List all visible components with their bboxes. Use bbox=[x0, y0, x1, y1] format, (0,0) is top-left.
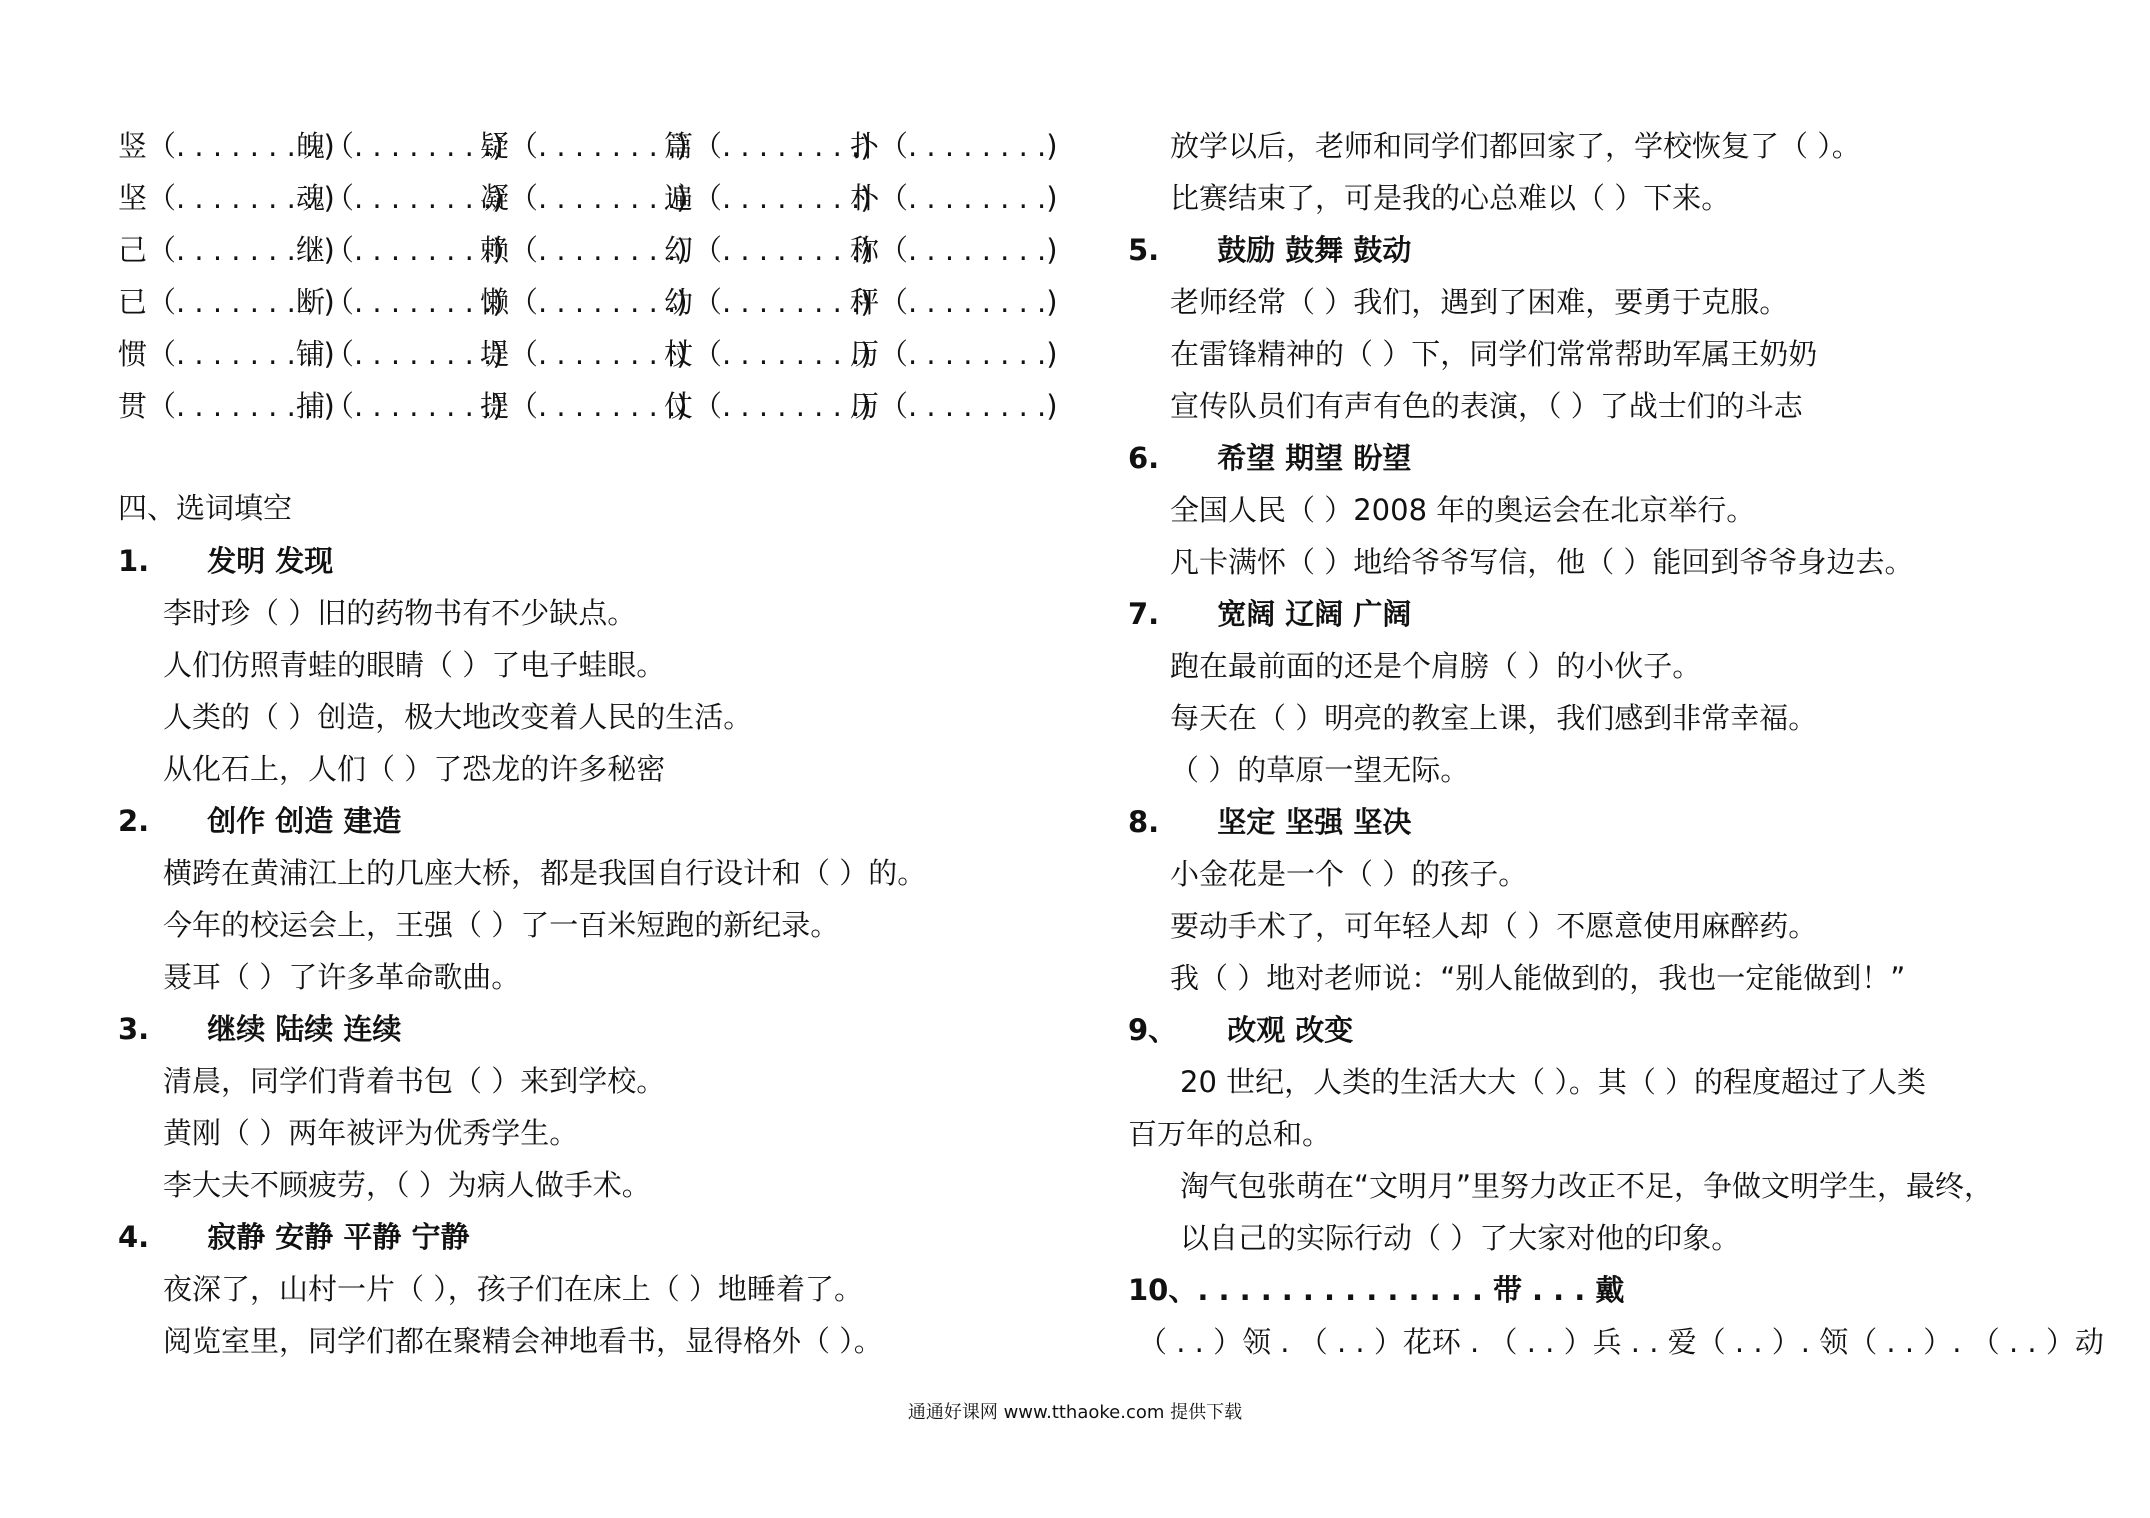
char-cell: 魂（. . . . . . . .) bbox=[296, 181, 504, 215]
question-number: 8. bbox=[1128, 805, 1160, 839]
section-title: 四、选词填空 bbox=[118, 491, 293, 525]
char-cell: 继（. . . . . . . .) bbox=[296, 233, 504, 267]
question-words: 发明 发现 bbox=[207, 544, 334, 578]
question-7-header bbox=[1128, 596, 1411, 632]
question-line: 我（ ）地对老师说：“别人能做到的，我也一定能做到！” bbox=[1170, 961, 1906, 995]
question-line: 老师经常（ ）我们，遇到了困难，要勇于克服。 bbox=[1170, 285, 1789, 319]
question-3-header bbox=[118, 1011, 401, 1047]
question-number: 2. bbox=[118, 804, 150, 838]
char-cell: 已（. . . . . . . . ) bbox=[118, 285, 335, 319]
char-table-row bbox=[118, 180, 1058, 216]
question-words: . . . . . . . . . . . . . . 带 . . . 戴 bbox=[1197, 1273, 1625, 1307]
question-words: 希望 期望 盼望 bbox=[1217, 441, 1412, 475]
question-line: 清晨，同学们背着书包（ ）来到学校。 bbox=[163, 1064, 666, 1098]
question-5-header bbox=[1128, 232, 1411, 268]
char-cell: 惯（. . . . . . . . ) bbox=[118, 337, 335, 371]
char-cell: 己（. . . . . . . . ) bbox=[118, 233, 335, 267]
question-number: 4. bbox=[118, 1220, 150, 1254]
question-number: 1. bbox=[118, 544, 150, 578]
question-words: 创作 创造 建造 bbox=[207, 804, 402, 838]
question-line: 以自己的实际行动（ ）了大家对他的印象。 bbox=[1180, 1221, 1741, 1255]
question-8-header bbox=[1128, 804, 1411, 840]
question-line: 凡卡满怀（ ）地给爷爷写信，他（ ）能回到爷爷身边去。 bbox=[1170, 545, 1914, 579]
question-line: 人们仿照青蛙的眼睛（ ）了电子蛙眼。 bbox=[163, 648, 666, 682]
question-line: 李时珍（ ）旧的药物书有不少缺点。 bbox=[163, 596, 637, 630]
question-number: 9、 bbox=[1128, 1013, 1178, 1047]
question-number: 7. bbox=[1128, 597, 1160, 631]
char-cell: 幼（. . . . . . . .) bbox=[664, 285, 872, 319]
question-line: 跑在最前面的还是个肩膀（ ）的小伙子。 bbox=[1170, 649, 1702, 683]
question-words: 宽阔 辽阔 广阔 bbox=[1217, 597, 1412, 631]
question-words: 坚定 坚强 坚决 bbox=[1217, 805, 1412, 839]
char-cell: 捕（. . . . . . . .) bbox=[296, 389, 504, 423]
question-line: 全国人民（ ）2008 年的奥运会在北京举行。 bbox=[1170, 493, 1756, 527]
char-cell: 遍（. . . . . . . .) bbox=[664, 181, 872, 215]
question-line: 小金花是一个（ ）的孩子。 bbox=[1170, 857, 1528, 891]
char-cell: 魄（. . . . . . . .) bbox=[296, 129, 504, 163]
question-line: 夜深了，山村一片（ ），孩子们在床上（ ）地睡着了。 bbox=[163, 1272, 863, 1306]
char-table-row bbox=[118, 284, 1058, 320]
question-line: 李大夫不顾疲劳，（ ）为病人做手术。 bbox=[163, 1168, 651, 1202]
char-table-row bbox=[118, 128, 1058, 164]
question-line: 黄刚（ ）两年被评为优秀学生。 bbox=[163, 1116, 579, 1150]
question-words: 鼓励 鼓舞 鼓动 bbox=[1217, 233, 1412, 267]
question-line: 在雷锋精神的（ ）下，同学们常常帮助军属王奶奶 bbox=[1170, 337, 1818, 371]
char-cell: 幻（. . . . . . . .) bbox=[664, 233, 872, 267]
page-footer: 通通好课网 www.tthaoke.com 提供下载 bbox=[907, 1402, 1243, 1423]
char-cell: 懒（. . . . . . . .) bbox=[480, 285, 688, 319]
question-line: 百万年的总和。 bbox=[1128, 1117, 1332, 1151]
question-number: 6. bbox=[1128, 441, 1160, 475]
question-6-header bbox=[1128, 440, 1411, 476]
question-number: 10、 bbox=[1128, 1273, 1198, 1307]
question-10-header bbox=[1128, 1272, 1624, 1308]
question-line: 阅览室里，同学们都在聚精会神地看书，显得格外（ ）。 bbox=[163, 1324, 883, 1358]
question-words: 改观 改变 bbox=[1227, 1013, 1354, 1047]
char-cell: 历（. . . . . . . .) bbox=[850, 389, 1058, 423]
char-cell: 秤（. . . . . . . .) bbox=[850, 285, 1058, 319]
question-line: 横跨在黄浦江上的几座大桥，都是我国自行设计和（ ）的。 bbox=[163, 856, 927, 890]
char-cell: 竖（. . . . . . . . ) bbox=[118, 129, 335, 163]
char-table-row bbox=[118, 336, 1058, 372]
question-2-header bbox=[118, 803, 401, 839]
char-cell: 朴（. . . . . . . .) bbox=[850, 181, 1058, 215]
question-1-header bbox=[118, 543, 333, 579]
question-line: 今年的校运会上，王强（ ）了一百米短跑的新纪录。 bbox=[163, 908, 840, 942]
question-number: 5. bbox=[1128, 233, 1160, 267]
char-cell: 篇（. . . . . . . .) bbox=[664, 129, 872, 163]
question-words: 寂静 安静 平静 宁静 bbox=[207, 1220, 470, 1254]
char-cell: 称（. . . . . . . .) bbox=[850, 233, 1058, 267]
question-line: 聂耳（ ）了许多革命歌曲。 bbox=[163, 960, 521, 994]
question-line: 要动手术了，可年轻人却（ ）不愿意使用麻醉药。 bbox=[1170, 909, 1818, 943]
question-line: 比赛结束了，可是我的心总难以（ ）下来。 bbox=[1170, 181, 1731, 215]
question-9-header bbox=[1128, 1012, 1353, 1048]
char-cell: 铺（. . . . . . . .) bbox=[296, 337, 504, 371]
char-cell: 杖（. . . . . . . .) bbox=[664, 337, 872, 371]
question-line: 每天在（ ）明亮的教室上课，我们感到非常幸福。 bbox=[1170, 701, 1818, 735]
char-cell: 疑（. . . . . . . .) bbox=[480, 129, 688, 163]
char-cell: 提（. . . . . . . .) bbox=[480, 389, 688, 423]
question-words: 继续 陆续 连续 bbox=[207, 1012, 402, 1046]
question-line: （ . . ）领 . （ . . ）花环 . （ . . ）兵 . . 爱（ . . ）. 领（ . . ）. （ . . ）动 bbox=[1138, 1325, 2104, 1359]
char-cell: 凝（. . . . . . . .) bbox=[480, 181, 688, 215]
char-cell: 堤（. . . . . . . .) bbox=[480, 337, 688, 371]
question-line: 人类的（ ）创造，极大地改变着人民的生活。 bbox=[163, 700, 753, 734]
char-table-row bbox=[118, 232, 1058, 268]
char-cell: 坚（. . . . . . . . ) bbox=[118, 181, 335, 215]
char-cell: 仗（. . . . . . . .) bbox=[664, 389, 872, 423]
question-line: 从化石上，人们（ ）了恐龙的许多秘密 bbox=[163, 752, 666, 786]
question-line: 宣传队员们有声有色的表演，（ ）了战士们的斗志 bbox=[1170, 389, 1803, 423]
char-cell: 贯（. . . . . . . . ) bbox=[118, 389, 335, 423]
char-cell: 历（. . . . . . . .) bbox=[850, 337, 1058, 371]
question-number: 3. bbox=[118, 1012, 150, 1046]
char-cell: 赖（. . . . . . . .) bbox=[480, 233, 688, 267]
question-4-header bbox=[118, 1219, 470, 1255]
char-table-row bbox=[118, 388, 1058, 424]
question-line: （ ）的草原一望无际。 bbox=[1170, 753, 1470, 787]
char-cell: 断（. . . . . . . .) bbox=[296, 285, 504, 319]
question-line: 放学以后，老师和同学们都回家了，学校恢复了（ ）。 bbox=[1170, 129, 1861, 163]
char-cell: 扑（. . . . . . . .) bbox=[850, 129, 1058, 163]
question-line: 20 世纪，人类的生活大大（ ）。其（ ）的程度超过了人类 bbox=[1180, 1065, 1927, 1099]
question-line: 淘气包张萌在“文明月”里努力改正不足，争做文明学生，最终， bbox=[1180, 1169, 1994, 1203]
